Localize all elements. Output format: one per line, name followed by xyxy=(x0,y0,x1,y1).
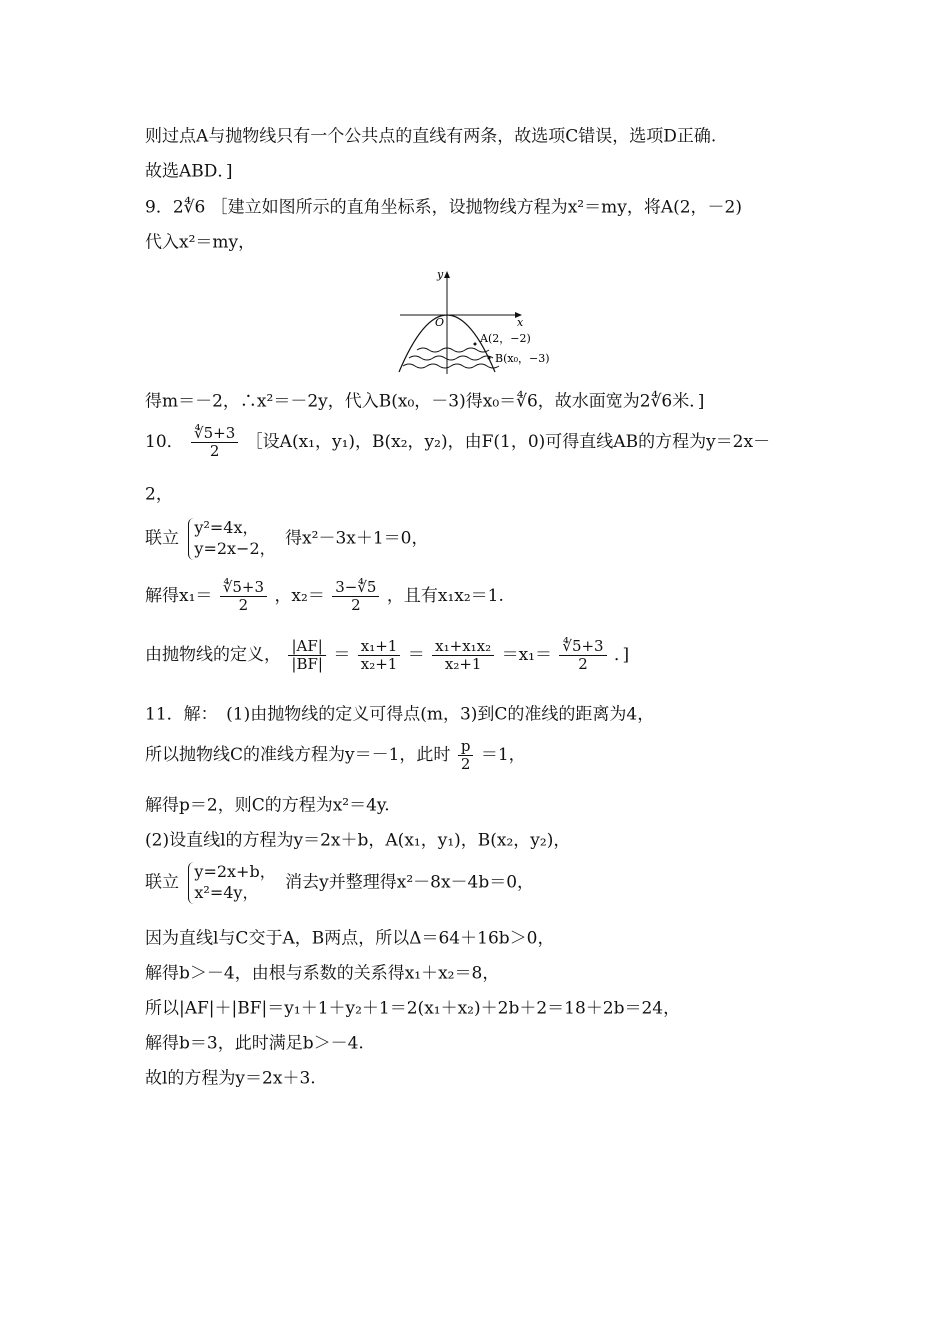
text-line: 2， xyxy=(145,484,173,505)
text-line: 所以|AF|＋|BF|＝y₁＋1＋y₂＋1＝2(x₁＋x₂)＋2b＋2＝18＋2b＝24， xyxy=(145,998,681,1019)
text-line: 故l的方程为y＝2x＋3. xyxy=(145,1068,316,1089)
text-line: 解得b＞－4，由根与系数的关系得x₁＋x₂＝8， xyxy=(145,963,500,984)
point-b-label: B(x₀，−3) xyxy=(495,352,550,365)
text-line: 联立 y²=4x， y=2x−2， 得x²－3x＋1＝0， xyxy=(145,518,429,558)
text-line: 9．2∜6 ［建立如图所示的直角坐标系，设抛物线方程为x²＝my，将A(2，－2) xyxy=(145,197,742,218)
fraction: $\frac{∜5+3}{2}$ xyxy=(220,579,267,613)
text-line: 10． $\frac{∜5+3}{2}$ ［设A(x₁，y₁)，B(x₂，y₂)，由F(1，0)可得直线AB的方程为y＝2x－ xyxy=(145,424,771,460)
fraction: $\frac{3-∜5}{2}$ xyxy=(332,579,379,613)
origin-label: O xyxy=(435,316,445,329)
fraction: $\frac{∜5+3}{2}$ xyxy=(191,425,238,459)
fraction: $\frac{\text{x₁+x₁x₂}}{\text{x₂+1}}$ xyxy=(432,638,494,672)
equation-system: y=2x+b， x²=4y， xyxy=(188,862,275,904)
text-line: 所以抛物线C的准线方程为y＝－1，此时 $\frac{p}{2}$ ＝1， xyxy=(145,737,526,773)
y-axis-label: y xyxy=(437,268,444,281)
text-line: (2)设直线l的方程为y＝2x＋b，A(x₁，y₁)，B(x₂，y₂)， xyxy=(145,830,571,851)
fraction: $\frac{∜5+3}{2}$ xyxy=(559,638,606,672)
text-line: 解得p＝2，则C的方程为x²＝4y. xyxy=(145,795,390,816)
text-line: 解得b＝3，此时满足b＞－4. xyxy=(145,1033,364,1054)
text-line: 代入x²＝my， xyxy=(145,232,256,253)
parabola-figure xyxy=(395,266,565,378)
fraction: $\frac{\text{x₁+1}}{\text{x₂+1}}$ xyxy=(358,638,401,672)
fraction: $\frac{|AF|}{|BF|}$ xyxy=(288,638,326,672)
text-line: 解得x₁＝ $\frac{∜5+3}{2}$ ，x₂＝ $\frac{3-∜5}{2}$ ，且有x₁x₂＝1. xyxy=(145,578,504,614)
text-line: 11．解： (1)由抛物线的定义可得点(m，3)到C的准线的距离为4， xyxy=(145,704,655,725)
text-line: 联立 y=2x+b， x²=4y， 消去y并整理得x²－8x－4b＝0， xyxy=(145,862,535,902)
fraction: $\frac{p}{2}$ xyxy=(458,738,474,772)
text-line: 则过点A与抛物线只有一个公共点的直线有两条，故选项C错误，选项D正确. xyxy=(145,126,717,147)
text-line: 得m＝－2，∴x²＝－2y，代入B(x₀，－3)得x₀＝∜6，故水面宽为2∜6米．] xyxy=(145,391,705,412)
x-axis-label: x xyxy=(517,316,524,329)
equation-system: y²=4x， y=2x−2， xyxy=(188,518,275,560)
text-line: 由抛物线的定义， $\frac{|AF|}{|BF|}$ ＝ $\frac{\text{x₁+1}}{\text{x₂+1}}$ ＝ $\frac{\text{x₁+x₁x₂}}{\text{x₂+1}}$ ＝x₁＝ $\frac{∜5+3}{2}$ ．] xyxy=(145,637,630,673)
point-a-label: A(2，−2) xyxy=(480,332,531,345)
text-line: 故选ABD．] xyxy=(145,161,233,182)
text-line: 因为直线l与C交于A，B两点，所以Δ＝64＋16b＞0， xyxy=(145,928,555,949)
